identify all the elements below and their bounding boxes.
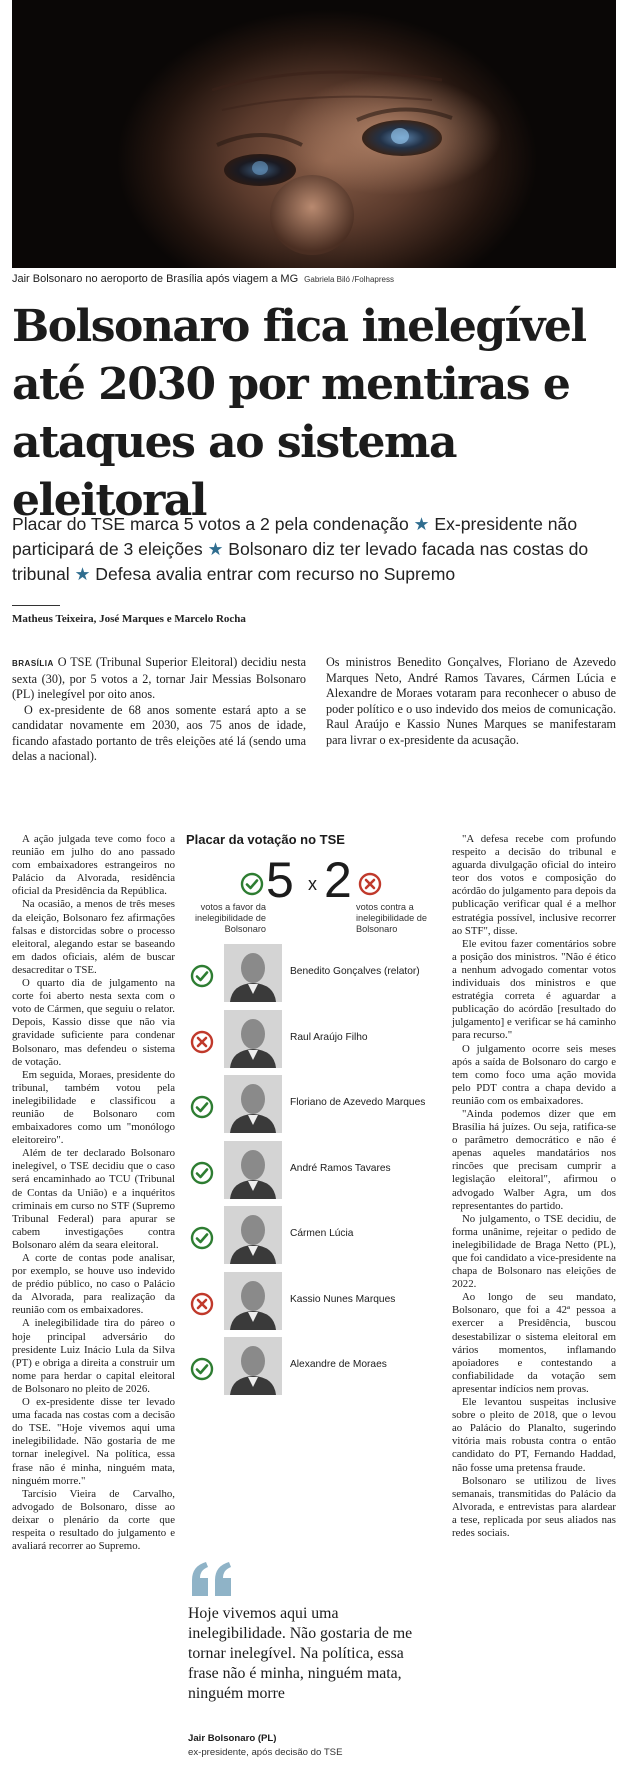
check-circle-icon (190, 1161, 214, 1190)
byline-rule (12, 605, 60, 606)
minister-row (190, 944, 446, 1006)
quote-author: Jair Bolsonaro (PL) (188, 1733, 277, 1744)
minister-portrait (224, 1337, 282, 1395)
minister-portrait (224, 1075, 282, 1133)
minister-portrait (224, 1206, 282, 1264)
photo-credit: Gabriela Biló /Folhapress (304, 275, 394, 284)
minister-name: André Ramos Tavares (290, 1162, 391, 1174)
against-label: votos contra a inelegibilidade de Bolsonaro (356, 902, 428, 934)
subheadline (12, 512, 617, 587)
body-paragraph: Ele evitou fazer comentários sobre a posição dos ministros. "Não é ético a nenhum advogado comentar votos individuais dos ministros e que estratégia correta é aguardar a publicação do acórdão [resultado do julgamento] e verificar se há caminho para recurso." (452, 937, 616, 1042)
body-paragraph: A ação julgada teve como foco a reunião em julho do ano passado com embaixadores estrangeiros no Palácio da Alvorada, residência oficial da Presidência da República. (12, 833, 175, 898)
lead-paragraph: O ex-presidente de 68 anos somente estará apto a se candidatar novamente em 2030, aos 75 anos de idade, ficando afastado portanto de três eleições até lá (sendo uma delas a nacional). (12, 702, 306, 763)
lead-left-column (12, 655, 306, 765)
body-left-column (12, 833, 175, 1553)
minister-row (190, 1010, 446, 1072)
subhead-part-4: Defesa avalia entrar com recurso no Supremo (95, 564, 456, 584)
body-paragraph: Além de ter declarado Bolsonaro inelegível, o TSE decidiu que o caso será encaminhado ao TCU (Tribunal de Contas da União) e a inquéritos criminais em curso no STF (Supremo Tribunal Federal) para apurar se cabem investigações contra Bolsonaro além da seara eleitoral. (12, 1147, 175, 1251)
minister-name: Cármen Lúcia (290, 1228, 354, 1239)
star-icon: ★ (413, 514, 430, 534)
minister-row (190, 1206, 446, 1268)
minister-row (190, 1141, 446, 1203)
minister-row (190, 1272, 446, 1334)
minister-portrait (224, 1141, 282, 1199)
headline-line-3: ataques ao sistema eleitoral (12, 417, 457, 526)
minister-name: Benedito Gonçalves (relator) (290, 966, 420, 977)
face-illustration (12, 0, 616, 268)
subhead-part-1: Placar do TSE marca 5 votos a 2 pela condenação (12, 514, 409, 534)
quote-role: ex-presidente, após decisão do TSE (188, 1747, 343, 1758)
body-paragraph: "A defesa recebe com profundo respeito a decisão do tribunal e aguarda divulgação oficial do inteiro teor dos votos e composição do acórdão do julgamento para depois da publicação verificar qual é a melhor estratégia possível, inclusive recorrer ao STF", disse. (452, 833, 616, 937)
body-paragraph: O julgamento ocorre seis meses após a saída de Bolsonaro do cargo e tem como foco uma ação movida pelo PDT contra a chapa devido a reunião com os embaixadores. (452, 1042, 616, 1107)
body-paragraph: "Ainda podemos dizer que em Brasília há juízes. Ou seja, ratifica-se o parâmetro democrático e não é apenas aqueles mandatários nos rincões que precisam cumprir a legislação eleitoral", afirmou o advogado Walber Agra, um dos representantes do partido. (452, 1107, 616, 1212)
lead-paragraph: BRASÍLIA O TSE (Tribunal Superior Eleitoral) decidiu nesta sexta (30), por 5 votos a 2, tornar Jair Messias Bolsonaro (PL) inelegível por oito anos. (12, 655, 307, 701)
body-paragraph: Ao longo de seu mandato, Bolsonaro, que foi a 42ª pessoa a exercer a Presidência, buscou desestabilizar o sistema eleitoral em vários momentos, inflamando apoiadores e contestando a confiabilidade da votação sem apresentar indícios nem provas. (452, 1291, 616, 1395)
hero-photo (12, 0, 616, 268)
caption-text: Jair Bolsonaro no aeroporto de Brasília após viagem a MG (12, 273, 299, 285)
minister-portrait (224, 1010, 282, 1068)
body-paragraph: Na ocasião, a menos de três meses da eleição, Bolsonaro fez afirmações falsas e distorcidas sobre o processo eleitoral, alegando estar se baseando em dados oficiais, além de buscar desacreditar o TSE. (12, 898, 175, 976)
photo-caption (12, 273, 612, 287)
headline-line-2: até 2030 por mentiras e (12, 359, 570, 410)
minister-row (190, 1075, 446, 1137)
x-circle-icon (190, 1030, 214, 1059)
star-icon: ★ (207, 539, 224, 559)
pull-quote: Hoje vivemos aqui uma inelegibilidade. Não gostaria de me tornar inelegível. Na política, essa frase não é minha, ninguém mata, ninguém morre (188, 1605, 413, 1702)
subhead-part-3: Bolsonaro diz ter levado facada nas costas do tribunal (12, 539, 589, 584)
minister-name: Kassio Nunes Marques (290, 1293, 396, 1305)
quote-mark-icon (188, 1560, 238, 1600)
minister-portrait (224, 944, 282, 1002)
body-paragraph: O quarto dia de julgamento na corte foi aberto nesta sexta com o voto de Cármen, que seguiu o relator. Depois, Kassio disse que não via gravidade suficiente para condenar Bolsonaro, mas defendeu o sistema de votação. (12, 977, 175, 1068)
headline-line-1: Bolsonaro fica inelegível (12, 301, 586, 352)
check-circle-icon (190, 1095, 214, 1124)
check-circle-icon (190, 1357, 214, 1386)
body-paragraph: Tarcísio Vieira de Carvalho, advogado de Bolsonaro, disse ao deixar o plenário da corte que respeita o resultado do julgamento e avaliará recorrer ao Supremo. (12, 1487, 175, 1553)
vote-score (186, 852, 438, 936)
minister-name: Raul Araújo Filho (290, 1031, 368, 1043)
body-paragraph: A inelegibilidade tira do páreo o hoje principal adversário do presidente Luiz Inácio Lula da Silva (PT) e obriga a direita a construir um nome para herdar o capital eleitoral de Bolsonaro no pleito de 2026. (12, 1317, 175, 1395)
lead-right-column (326, 655, 616, 748)
minister-row (190, 1337, 446, 1399)
minister-portrait (224, 1272, 282, 1330)
favor-count: 5 (266, 852, 294, 908)
infographic-title: Placar da votação no TSE (186, 832, 345, 847)
favor-label: votos a favor da inelegibilidade de Bolsonaro (194, 902, 266, 934)
headline (12, 298, 622, 530)
check-circle-icon (190, 964, 214, 993)
star-icon: ★ (74, 564, 91, 584)
body-right-column (452, 833, 616, 1540)
x-circle-icon (358, 872, 382, 901)
check-circle-icon (190, 1226, 214, 1255)
check-circle-icon (240, 872, 264, 901)
body-paragraph: Em seguida, Moraes, presidente do tribunal, também votou pela inelegibilidade e classificou a reunião de Bolsonaro com embaixadores como um "monólogo eleitoreiro". (12, 1068, 175, 1147)
dateline: BRASÍLIA (12, 659, 54, 668)
lead-paragraph: Os ministros Benedito Gonçalves, Floriano de Azevedo Marques Neto, André Ramos Tavares, Cármen Lúcia e Alexandre de Moraes votaram para reconhecer o abuso de poder político e o uso indevido dos meios de comunicação. Raul Araújo e Kassio Nunes Marques se manifestaram para livrar o ex-presidente da acusação. (326, 655, 616, 747)
subhead-part-2: Ex-presidente não participará de 3 eleições (12, 514, 578, 559)
byline: Matheus Teixeira, José Marques e Marcelo Rocha (12, 613, 246, 625)
times-sign: x (308, 874, 317, 894)
body-paragraph: O ex-presidente disse ter levado uma facada nas costas com a decisão do TSE. "Hoje vivemos aqui uma inelegibilidade. Não gostaria de me tornar inelegível. Na política, essa frase não é minha, ninguém mata, ninguém morre." (12, 1396, 175, 1487)
body-paragraph: No julgamento, o TSE decidiu, de forma unânime, rejeitar o pedido de inelegibilidade de Braga Netto (PL), que foi candidato a vice-presidente na chapa de Bolsonaro nas eleições de 2022. (452, 1212, 616, 1291)
body-paragraph: Bolsonaro se utilizou de lives semanais, transmitidas do Palácio da Alvorada, e entrevistas para alardear a tese, replicada por seus aliados nas redes sociais. (452, 1474, 616, 1539)
against-count: 2 (324, 852, 352, 908)
x-circle-icon (190, 1292, 214, 1321)
body-paragraph: Ele levantou suspeitas inclusive sobre o pleito de 2018, que o levou ao Palácio do Planalto, sugerindo vitória mais robusta contra o então candidato do PT, Fernando Haddad, não fosse uma pretensa fraude. (452, 1396, 616, 1474)
minister-name: Floriano de Azevedo Marques (290, 1097, 426, 1108)
minister-name: Alexandre de Moraes (290, 1359, 387, 1370)
body-paragraph: A corte de contas pode analisar, por exemplo, se houve uso indevido de prédio público, no caso o Palácio da Alvorada, para realização da reunião com os embaixadores. (12, 1252, 175, 1317)
